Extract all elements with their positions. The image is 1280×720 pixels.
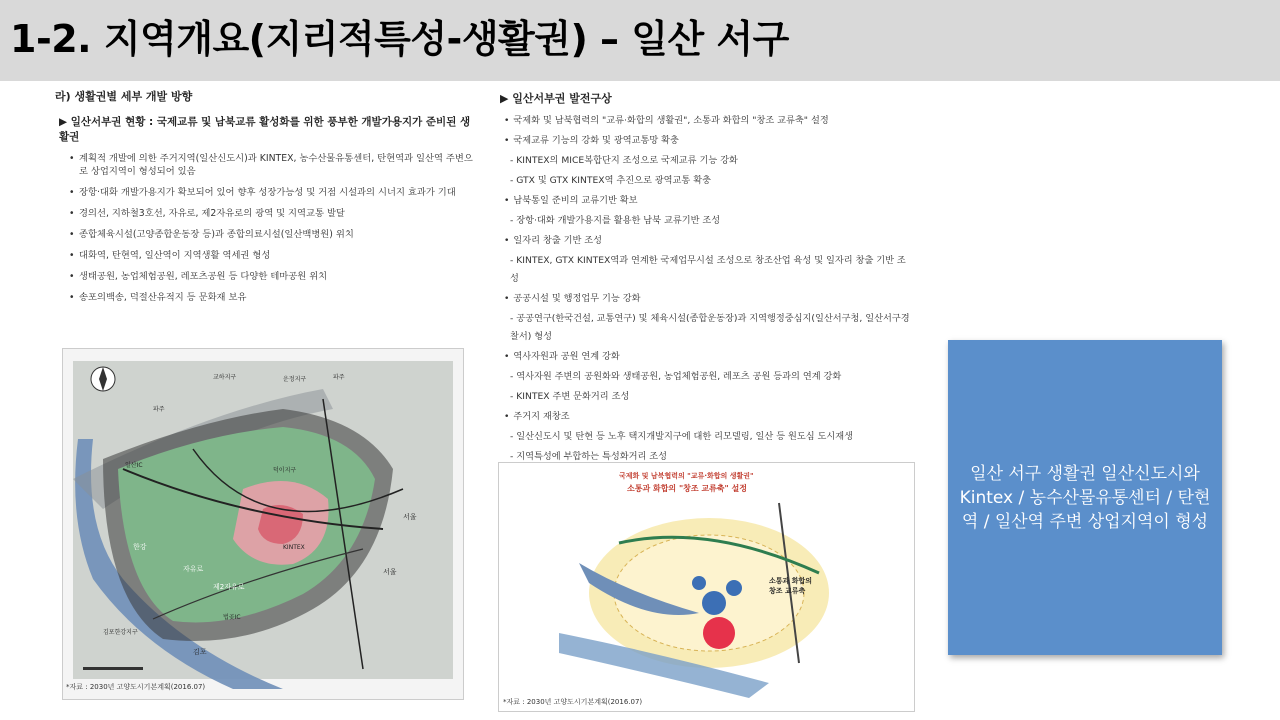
diagram-title-1: 국제화 및 남북협력의 "교류·화합의 생활권" <box>619 472 754 480</box>
slide-title: 1-2. 지역개요(지리적특성-생활권) – 일산 서구 <box>10 17 789 61</box>
list-item: • 공공시설 및 행정업무 기능 강화 <box>504 293 641 304</box>
svg-text:KINTEX: KINTEX <box>283 544 305 551</box>
summary-callout-text: 일산 서구 생활권 일산신도시와 Kintex / 농수산물유통센터 / 탄현역 / 일산역 주변 상업지역이 형성 <box>959 463 1211 532</box>
left-map-caption: *자료 : 2030년 고양도시기본계획(2016.07) <box>66 683 206 691</box>
svg-text:서울: 서울 <box>403 513 417 521</box>
list-item: - 공공연구(한국건설, 교통연구) 및 체육시설(종합운동장)과 지역행정중심지(일산서구청, 일산서구경찰서) 형성 <box>510 313 910 342</box>
list-item: - 일산신도시 및 탄현 등 노후 택지개발지구에 대한 리모델링, 일산 등 원도심 도시재생 <box>510 431 854 442</box>
diagram-title-2: 소통과 화합의 "창조 교류축" 설정 <box>627 484 747 493</box>
list-item: • 생태공원, 농업체험공원, 레포츠공원 등 다양한 테마공원 위치 <box>69 271 328 282</box>
svg-text:서울: 서울 <box>383 568 397 576</box>
svg-text:운정지구: 운정지구 <box>283 376 307 383</box>
list-item: - KINTEX 주변 문화거리 조성 <box>510 391 630 402</box>
summary-callout <box>948 340 1222 655</box>
right-list <box>500 112 912 466</box>
left-document <box>55 88 475 338</box>
svg-text:소통과 화합의: 소통과 화합의 <box>769 577 813 585</box>
list-item: - 지역특성에 부합하는 특성화거리 조성 <box>510 451 667 462</box>
svg-text:법곶IC: 법곶IC <box>223 614 241 621</box>
right-heading: ▶ 일산서부권 발전구상 <box>500 92 612 105</box>
list-item: - KINTEX의 MICE복합단지 조성으로 국제교류 기능 강화 <box>510 155 738 166</box>
list-item: - KINTEX, GTX KINTEX역과 연계한 국제업무시설 조성으로 창조산업 육성 및 일자리 창출 기반 조성 <box>510 255 906 284</box>
right-diagram-caption: *자료 : 2030년 고양도시기본계획(2016.07) <box>503 698 643 706</box>
left-list <box>55 152 475 304</box>
regional-map <box>62 348 464 700</box>
list-item: • 종합체육시설(고양종합운동장 등)과 종합의료시설(일산백병원) 위치 <box>69 229 354 240</box>
list-item: • 계획적 개발에 의한 주거지역(일산신도시)과 KINTEX, 농수산물유통센터, 탄현역과 일산역 주변으로 상업지역이 형성되어 있음 <box>69 153 473 177</box>
list-item: • 국제화 및 남북협력의 "교류·화합의 생활권", 소통과 화합의 "창조 교류축" 설정 <box>504 115 829 126</box>
list-item: • 송포의백송, 덕절산유적지 등 문화재 보유 <box>69 292 247 303</box>
svg-text:일산IC: 일산IC <box>125 462 143 469</box>
list-item: • 대화역, 탄현역, 일산역이 지역생활 역세권 형성 <box>69 250 271 261</box>
svg-text:자유로: 자유로 <box>183 565 204 573</box>
list-item: • 국제교류 기능의 강화 및 광역교통망 확충 <box>504 135 679 146</box>
list-item: • 장항·대화 개발가용지가 확보되어 있어 향후 성장가능성 및 거점 시설과의 시너지 효과가 기대 <box>69 187 456 198</box>
list-item: - GTX 및 GTX KINTEX역 추진으로 광역교통 확충 <box>510 175 711 186</box>
svg-text:창조 교류축: 창조 교류축 <box>769 587 806 595</box>
list-item: - 장항·대화 개발가용지를 활용한 남북 교류기반 조성 <box>510 215 721 226</box>
right-document <box>500 90 912 465</box>
left-subheading: ▶ 일산서부권 현황 : 국제교류 및 남북교류 활성화를 위한 풍부한 개발가용지가 준비된 생활권 <box>59 116 471 143</box>
list-item: • 주거지 재창조 <box>504 411 570 422</box>
svg-text:덕이지구: 덕이지구 <box>273 467 297 474</box>
list-item: - 역사자원 주변의 공원화와 생태공원, 농업체험공원, 레포츠 공원 등과의 연계 강화 <box>510 371 842 382</box>
svg-text:김포한강지구: 김포한강지구 <box>103 629 138 636</box>
svg-text:파주: 파주 <box>333 374 345 381</box>
list-item: • 경의선, 지하철3호선, 자유로, 제2자유로의 광역 및 지역교통 발달 <box>69 208 345 219</box>
regional-map-svg <box>63 349 463 699</box>
list-item: • 일자리 창출 기반 조성 <box>504 235 603 246</box>
svg-text:한강: 한강 <box>133 543 147 551</box>
svg-text:교하지구: 교하지구 <box>213 374 237 381</box>
left-heading: 라) 생활권별 세부 개발 방향 <box>55 90 193 103</box>
development-diagram <box>498 462 915 712</box>
list-item: • 역사자원과 공원 연계 강화 <box>504 351 620 362</box>
svg-text:김포: 김포 <box>193 648 207 656</box>
svg-text:파주: 파주 <box>153 406 165 413</box>
development-diagram-svg <box>499 463 914 711</box>
svg-text:제2자유로: 제2자유로 <box>213 583 245 591</box>
list-item: • 남북통일 준비의 교류기반 확보 <box>504 195 638 206</box>
